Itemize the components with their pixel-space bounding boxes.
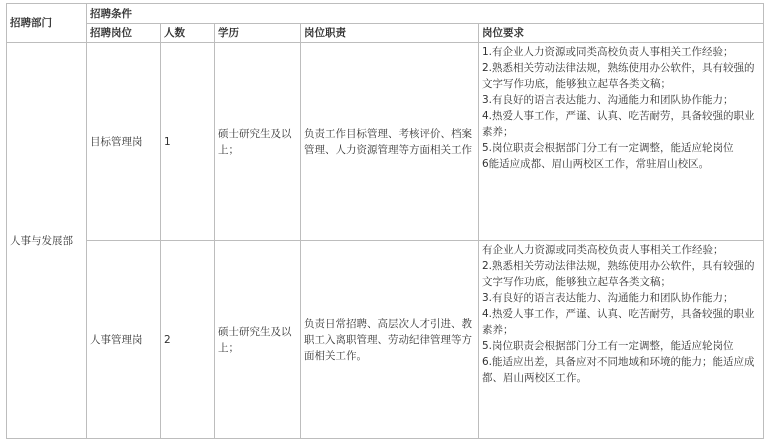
requirement-item: 4.热爱人事工作，严谨、认真、吃苦耐劳，具备较强的职业素养； xyxy=(482,110,755,138)
table-row xyxy=(7,43,764,241)
header-education: 学历 xyxy=(215,24,301,43)
position-name: 人事管理岗 xyxy=(87,241,161,439)
requirement-item: 2.熟悉相关劳动法律法规，熟练使用办公软件，具有较强的文字写作功底，能够独立起草各类文稿； xyxy=(482,260,755,288)
headcount: 1 xyxy=(161,43,215,241)
headcount: 2 xyxy=(161,241,215,439)
department-name: 人事与发展部 xyxy=(7,43,87,439)
requirement-item: 6.能适应出差，具备应对不同地域和环境的能力；能适应成都、眉山两校区工作。 xyxy=(482,356,755,384)
position-requirements xyxy=(479,241,764,439)
position-requirements xyxy=(479,43,764,241)
requirement-item: 4.热爱人事工作，严谨、认真、吃苦耐劳，具备较强的职业素养； xyxy=(482,308,755,336)
requirement-item: 3.有良好的语言表达能力、沟通能力和团队协作能力； xyxy=(482,94,734,106)
requirement-item: 有企业人力资源或同类高校负责人事相关工作经验； xyxy=(482,244,724,256)
header-duties: 岗位职责 xyxy=(301,24,479,43)
requirement-item: 5.岗位职责会根据部门分工有一定调整，能适应轮岗位 xyxy=(482,340,734,352)
table-row xyxy=(7,241,764,439)
position-name: 目标管理岗 xyxy=(87,43,161,241)
header-count: 人数 xyxy=(161,24,215,43)
recruitment-table xyxy=(6,3,764,439)
requirement-item: 6能适应成都、眉山两校区工作，常驻眉山校区。 xyxy=(482,158,710,170)
header-department: 招聘部门 xyxy=(7,4,87,43)
position-duties: 负责日常招聘、高层次人才引进、教职工入离职管理、劳动纪律管理等方面相关工作。 xyxy=(301,241,479,439)
requirement-item: 1.有企业人力资源或同类高校负责人事相关工作经验； xyxy=(482,46,734,58)
education-requirement: 硕士研究生及以上； xyxy=(215,43,301,241)
header-conditions: 招聘条件 xyxy=(87,4,764,24)
requirement-item: 2.熟悉相关劳动法律法规，熟练使用办公软件，具有较强的文字写作功底，能够独立起草各类文稿； xyxy=(482,62,755,90)
requirement-item: 3.有良好的语言表达能力、沟通能力和团队协作能力； xyxy=(482,292,734,304)
position-duties: 负责工作目标管理、考核评价、档案管理、人力资源管理等方面相关工作 xyxy=(301,43,479,241)
education-requirement: 硕士研究生及以上； xyxy=(215,241,301,439)
requirement-item: 5.岗位职责会根据部门分工有一定调整，能适应轮岗位 xyxy=(482,142,734,154)
header-requirements: 岗位要求 xyxy=(479,24,764,43)
header-position: 招聘岗位 xyxy=(87,24,161,43)
